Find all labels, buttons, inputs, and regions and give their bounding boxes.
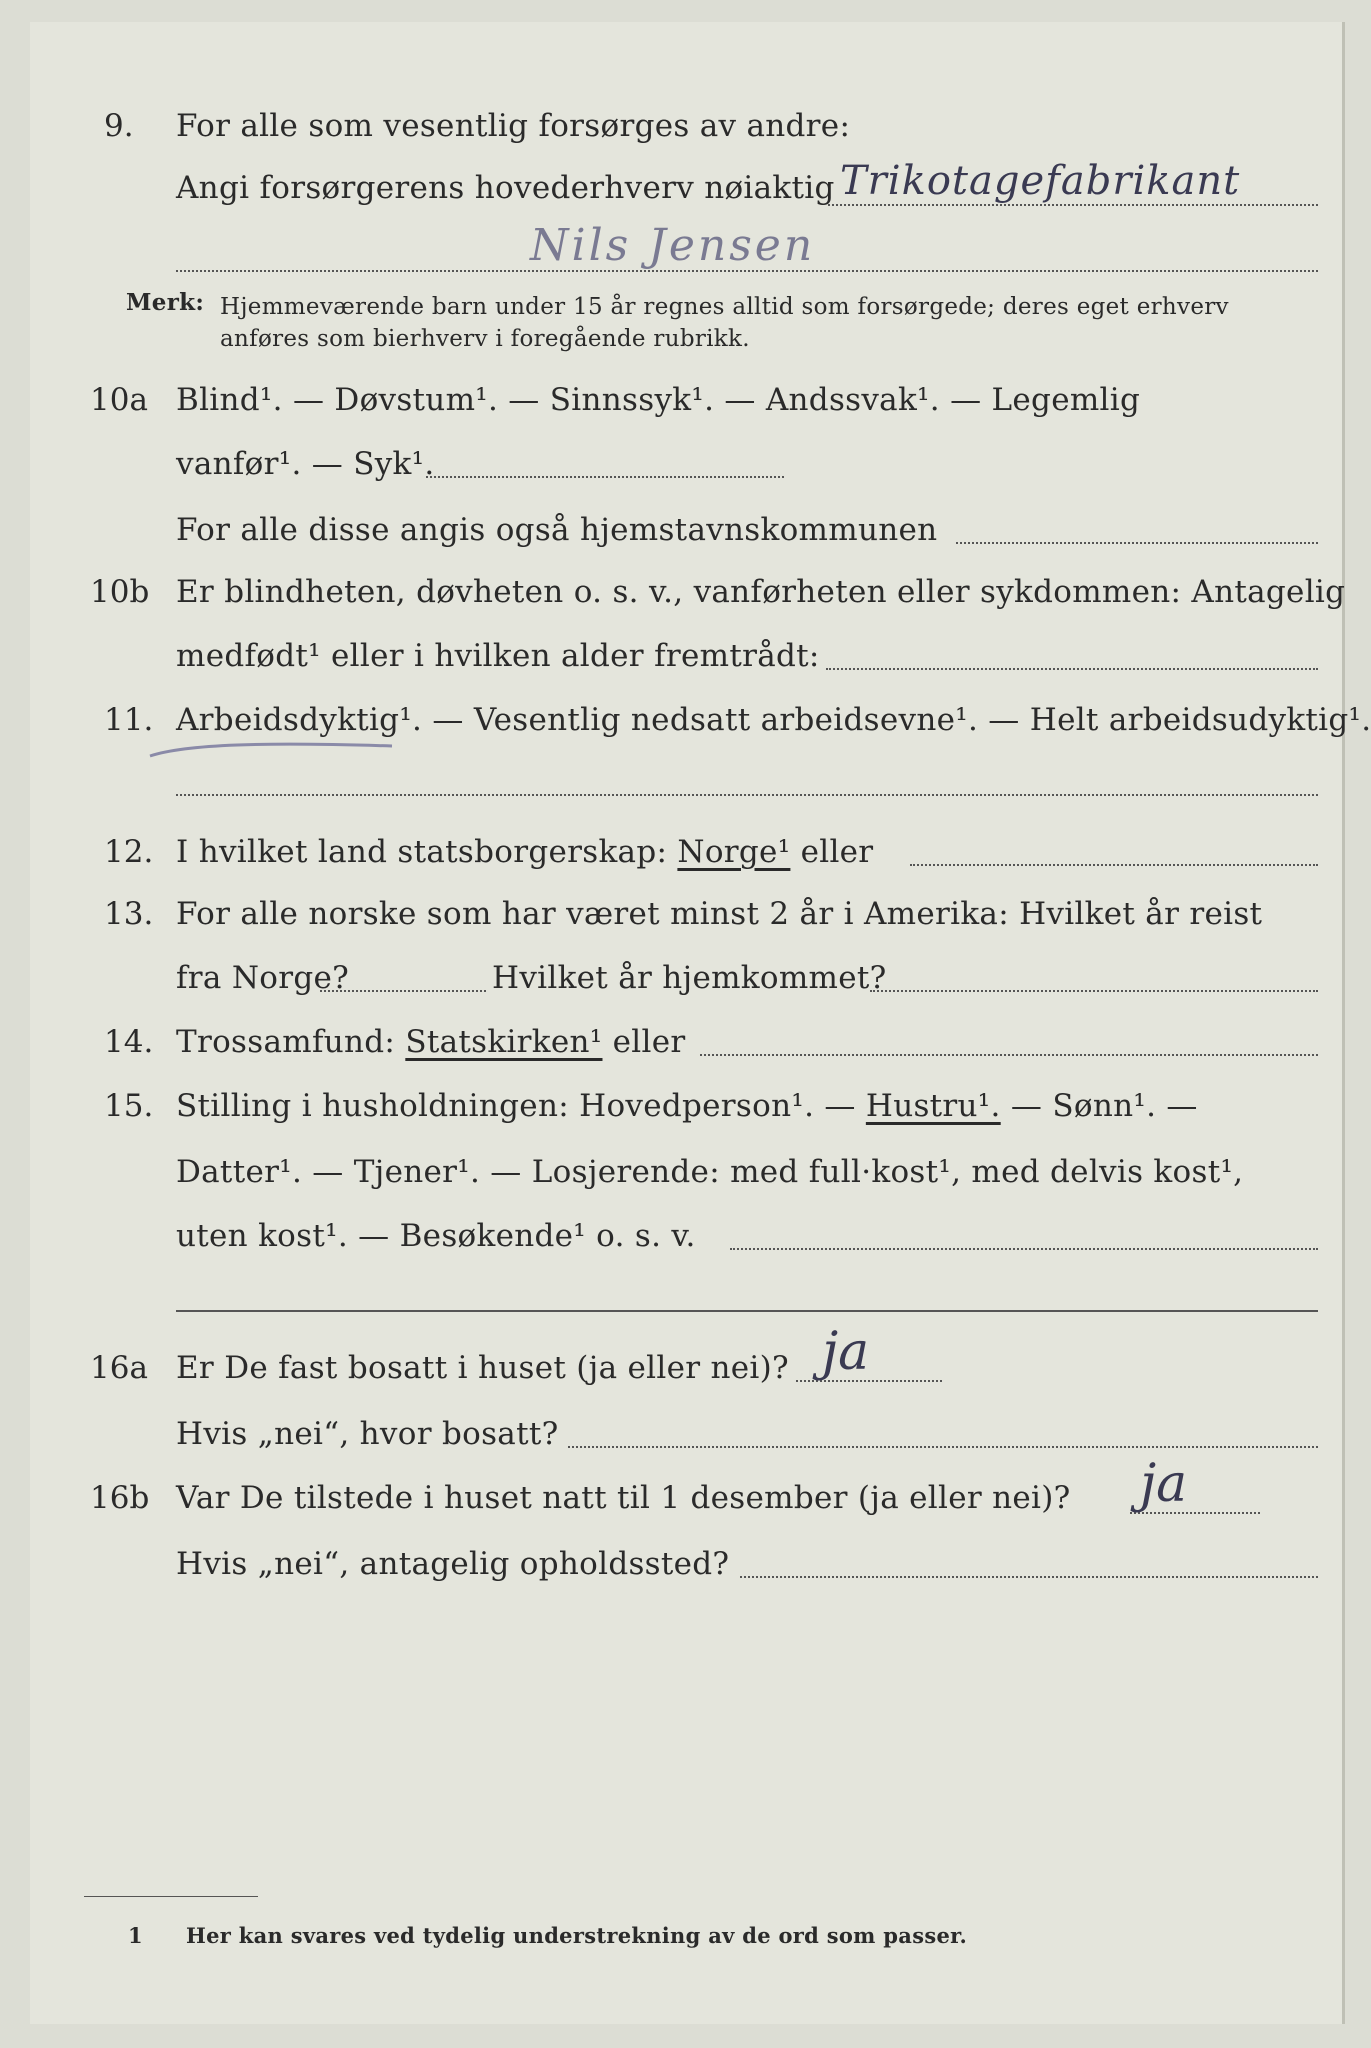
q12-option-norge: Norge¹ [677, 834, 791, 870]
q15-option-hustru: Hustru¹. [865, 1088, 1001, 1124]
q10a-line3: For alle disse angis også hjemstavnskommunen [176, 512, 938, 548]
q13-line2a: fra Norge? [176, 960, 350, 996]
merk-line1: Hjemmeværende barn under 15 år regnes alltid som forsørgede; deres eget erhverv [220, 294, 1229, 320]
q14-line [176, 1024, 686, 1060]
q9-line2: Angi forsørgerens hovederhverv nøiaktig [176, 170, 835, 206]
q10a-line2: vanfør¹. — Syk¹. [176, 446, 435, 482]
q10a-answer-line [426, 476, 784, 478]
q13-line2b: Hvilket år hjemkommet? [492, 960, 887, 996]
q15-second-line [176, 1310, 1318, 1312]
q16a-line1: Er De fast bosatt i huset (ja eller nei)? [176, 1350, 789, 1386]
item-number-14: 14. [104, 1024, 154, 1060]
item-number-16a: 16a [90, 1350, 148, 1386]
q11-options [176, 702, 1371, 738]
q12-question: I hvilket land statsborgerskap: [176, 834, 668, 870]
q16a-residence-line [568, 1446, 1318, 1448]
footnote-text: Her kan svares ved tydelig understrekning av de ord som passer. [186, 1923, 968, 1948]
merk-label: Merk: [126, 289, 205, 316]
q15-line1-end: — Sønn¹. — [1010, 1088, 1198, 1124]
q11-other-options: — Vesentlig nedsatt arbeidsevne¹. — Helt arbeidsudyktig¹. [432, 702, 1371, 738]
q16a-line2: Hvis „nei“, hvor bosatt? [176, 1416, 559, 1452]
footnote-mark: 1 [128, 1923, 143, 1948]
q14-option-statskirken: Statskirken¹ [405, 1024, 603, 1060]
q11-pencil-underline [146, 734, 396, 764]
q13-return-year-line [870, 990, 1318, 992]
item-number-15: 15. [104, 1088, 154, 1124]
q9-handwritten-name: Nils Jensen [530, 220, 816, 271]
footnote-separator [84, 1896, 258, 1897]
q13-line1: For alle norske som har været minst 2 år i Amerika: Hvilket år reist [176, 896, 1263, 932]
q12-answer-line [910, 864, 1318, 866]
q16b-line2: Hvis „nei“, antagelig opholdssted? [176, 1546, 730, 1582]
item-number-10a: 10a [90, 382, 148, 418]
q15-line3: uten kost¹. — Besøkende¹ o. s. v. [176, 1218, 696, 1254]
q14-question: Trossamfund: [176, 1024, 396, 1060]
q10b-line1: Er blindheten, døvheten o. s. v., vanførheten eller sykdommen: Antagelig [176, 574, 1346, 610]
q16b-line1: Var De tilstede i huset natt til 1 desember (ja eller nei)? [176, 1480, 1071, 1516]
q15-line1 [176, 1088, 1198, 1124]
q15-line1-start: Stilling i husholdningen: Hovedperson¹. — [176, 1088, 856, 1124]
q14-or: eller [612, 1024, 686, 1060]
q16b-whereabouts-line [740, 1576, 1318, 1578]
q9-handwritten-occupation: Trikotagefabrikant [840, 158, 1241, 204]
item-number-9: 9. [104, 108, 134, 144]
q15-line2: Datter¹. — Tjener¹. — Losjerende: med full·kost¹, med delvis kost¹, [176, 1154, 1244, 1190]
q10b-answer-line [826, 668, 1318, 670]
q15-answer-line [730, 1248, 1318, 1250]
q16a-handwritten-answer: ja [822, 1322, 870, 1382]
q12-or: eller [800, 834, 874, 870]
item-number-16b: 16b [90, 1480, 150, 1516]
item-number-11: 11. [104, 702, 154, 738]
q9-line1: For alle som vesentlig forsørges av andre: [176, 108, 851, 144]
q13-departure-year-line [320, 990, 486, 992]
merk-line2: anføres som bierhverv i foregående rubrikk. [220, 326, 750, 352]
q9-answer-line [828, 204, 1318, 206]
q10b-line2: medfødt¹ eller i hvilken alder fremtrådt: [176, 638, 820, 674]
form-sheet [30, 22, 1371, 2024]
q10a-line1: Blind¹. — Døvstum¹. — Sinnssyk¹. — Andssvak¹. — Legemlig [176, 382, 1141, 418]
q11-option-arbeidsdyktig: Arbeidsdyktig¹. [176, 702, 423, 738]
q16b-handwritten-answer: ja [1140, 1454, 1188, 1514]
q12-line [176, 834, 873, 870]
q14-answer-line [700, 1054, 1318, 1056]
item-number-13: 13. [104, 896, 154, 932]
q11-answer-line [176, 794, 1318, 796]
q10a-municipality-line [956, 542, 1318, 544]
item-number-12: 12. [104, 834, 154, 870]
item-number-10b: 10b [90, 574, 150, 610]
